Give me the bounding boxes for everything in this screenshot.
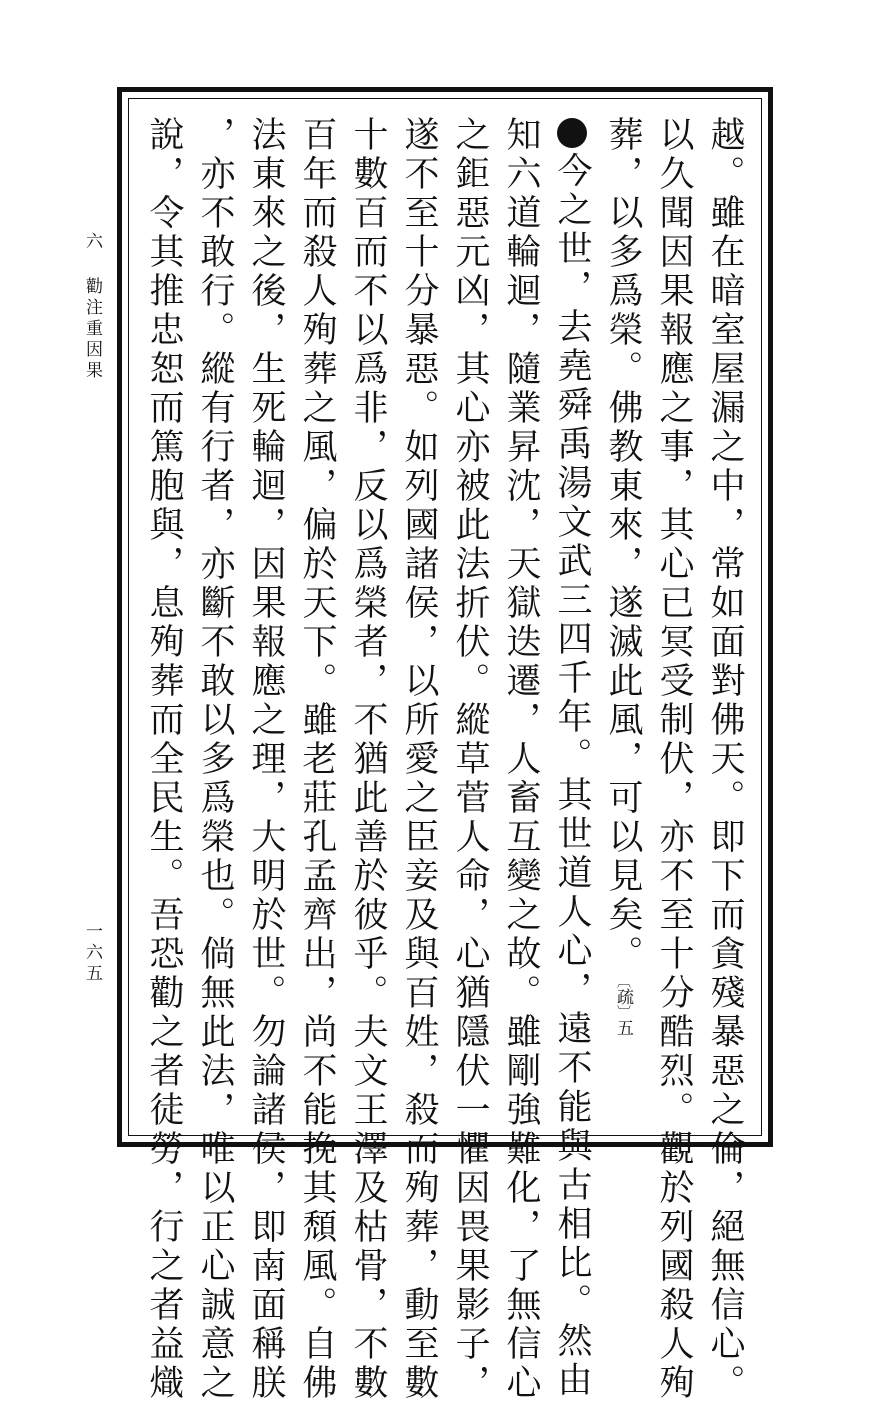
text-column-4 [546, 116, 597, 1400]
text-column-9: 百年而殺人殉葬之風，偏於天下。雖老莊孔孟齊出，尚不能挽其頹風。自佛 [297, 116, 337, 1403]
text-column-7: 遂不至十分暴惡。如列國諸侯，以所愛之臣妾及與百姓，殺而殉葬，動至數 [399, 116, 439, 1403]
main-text [142, 116, 750, 1403]
section-marker-icon [557, 118, 587, 148]
text-column-12: 說，令其推忠恕而篤胞與，息殉葬而全民生。吾恐勸之者徒勞，行之者益熾 [144, 116, 184, 1403]
text-column-1: 越。雖在暗室屋漏之中，常如面對佛天。即下而貪殘暴惡之倫，絕無信心。 [705, 116, 745, 1403]
annotation-note [614, 974, 632, 1036]
note-number: 五 [613, 1019, 633, 1036]
text-column-5: 知六道輪迴，隨業昇沈，天獄迭遷，人畜互變之故。雖剛強難化，了無信心 [501, 116, 541, 1403]
text-column-3-body: 葬，以多爲榮。佛教東來，遂滅此風，可以見矣。 [603, 116, 643, 974]
text-column-3 [597, 116, 648, 1126]
note-open-bracket: 〔 [615, 974, 631, 988]
text-column-6: 之鉅惡元凶，其心亦被此法折伏。縱草菅人命，心猶隱伏一懼因畏果影子， [450, 116, 490, 1403]
text-column-4-body: 今之世，去堯舜禹湯文武三四千年。其世道人心，遠不能與古相比。然由 [552, 152, 592, 1400]
text-column-11: ，亦不敢行。縱有行者，亦斷不敢以多爲榮也。倘無此法，唯以正心誠意之 [195, 116, 235, 1403]
note-label: 疏 [613, 988, 633, 1005]
margin-page-number: 一六五 [82, 922, 102, 985]
text-column-10: 法東來之後，生死輪迴，因果報應之理，大明於世。勿論諸侯，即南面稱朕 [246, 116, 286, 1403]
margin-book-title: 勸注重因果 [82, 277, 102, 382]
note-close-bracket: 〕 [615, 1005, 631, 1019]
margin-volume-number: 六 [82, 232, 102, 253]
text-column-2: 以久聞因果報應之事，其心已冥受制伏，亦不至十分酷烈。觀於列國殺人殉 [654, 116, 694, 1403]
text-column-8: 十數百而不以爲非，反以爲榮者，不猶此善於彼乎。夫文王澤及枯骨，不數 [348, 116, 388, 1403]
